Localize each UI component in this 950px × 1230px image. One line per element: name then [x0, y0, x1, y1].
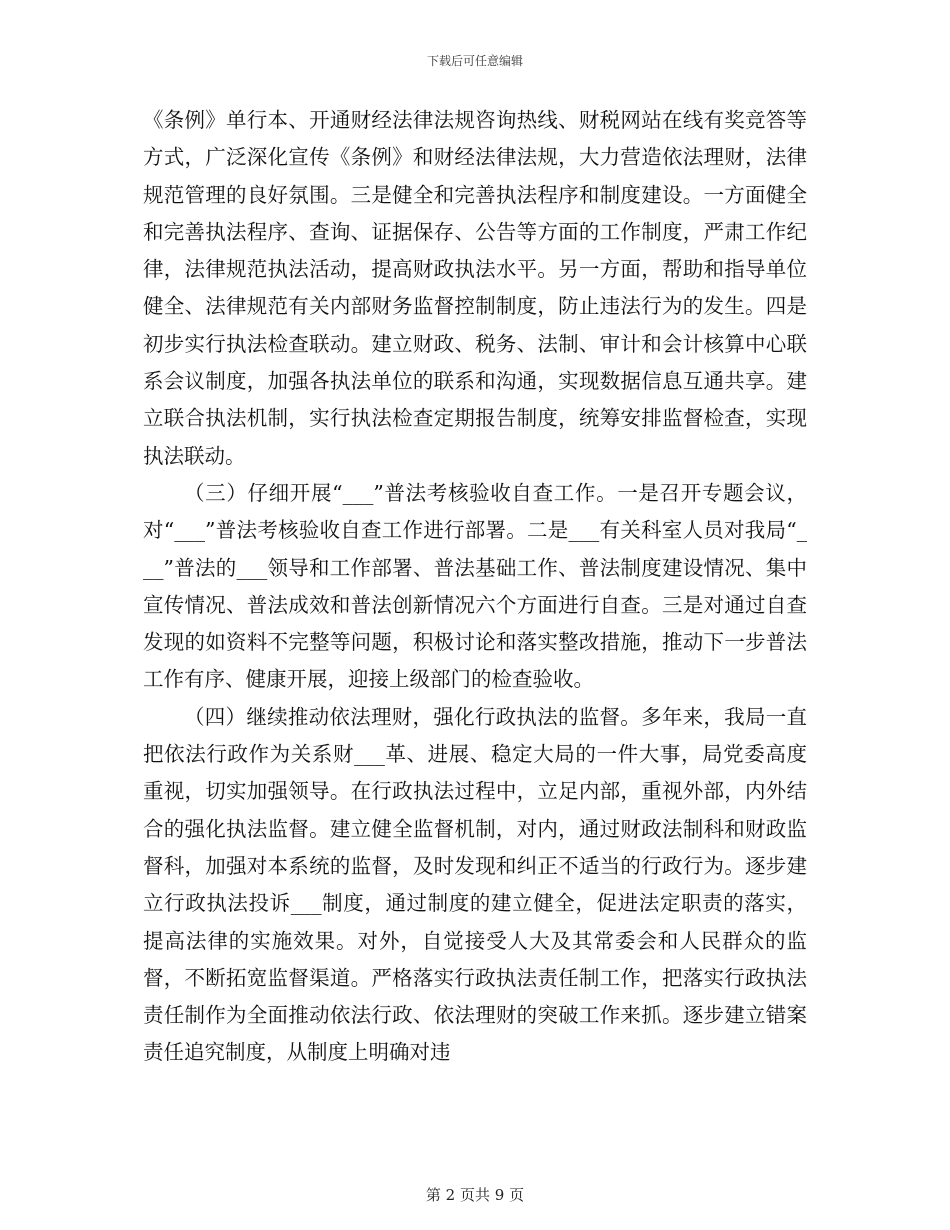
- page-number: 第 2 页共 9 页: [425, 1186, 525, 1204]
- paragraph-section-three: （三）仔细开展“___”普法考核验收自查工作。一是召开专题会议，对“___”普法考核验收自查工作进行部署。二是___有关科室人员对我局“___”普法的___领导和工作部署、普法基础工作、普法制度建设情况、集中宣传情况、普法成效和普法创新情况六个方面进行自查。三是对通过自查发现的如资料不完整等问题，积极讨论和落实整改措施，推动下一步普法工作有序、健康开展，迎接上级部门的检查验收。: [143, 480, 807, 692]
- paragraph-section-four: （四）继续推动依法理财，强化行政执法的监督。多年来，我局一直把依法行政作为关系财___革、进展、稳定大局的一件大事，局党委高度重视，切实加强领导。在行政执法过程中，立足内部，重视外部，内外结合的强化执法监督。建立健全监督机制，对内，通过财政法制科和财政监督科，加强对本系统的监督，及时发现和纠正不适当的行政行为。逐步建立行政执法投诉___制度，通过制度的建立健全，促进法定职责的落实，提高法律的实施效果。对外，自觉接受人大及其常委会和人民群众的监督，不断拓宽监督渠道。严格落实行政执法责任制工作，把落实行政执法责任制作为全面推动依法行政、依法理财的突破工作来抓。逐步建立错案责任追究制度，从制度上明确对违: [143, 704, 807, 1065]
- document-body: [143, 102, 807, 1072]
- page-header: 下载后可任意编辑: [426, 54, 523, 68]
- paragraph-continuation: 《条例》单行本、开通财经法律法规咨询热线、财税网站在线有奖竞答等方式，广泛深化宣传《条例》和财经法律法规，大力营造依法理财，法律规范管理的良好氛围。三是健全和完善执法程序和制度建设。一方面健全和完善执法程序、查询、证据保存、公告等方面的工作制度，严肃工作纪律，法律规范执法活动，提高财政执法水平。另一方面，帮助和指导单位健全、法律规范有关内部财务监督控制制度，防止违法行为的发生。四是初步实行执法检查联动。建立财政、税务、法制、审计和会计核算中心联系会议制度，加强各执法单位的联系和沟通，实现数据信息互通共享。建立联合执法机制，实行执法检查定期报告制度，统筹安排监督检查，实现执法联动。: [143, 108, 807, 468]
